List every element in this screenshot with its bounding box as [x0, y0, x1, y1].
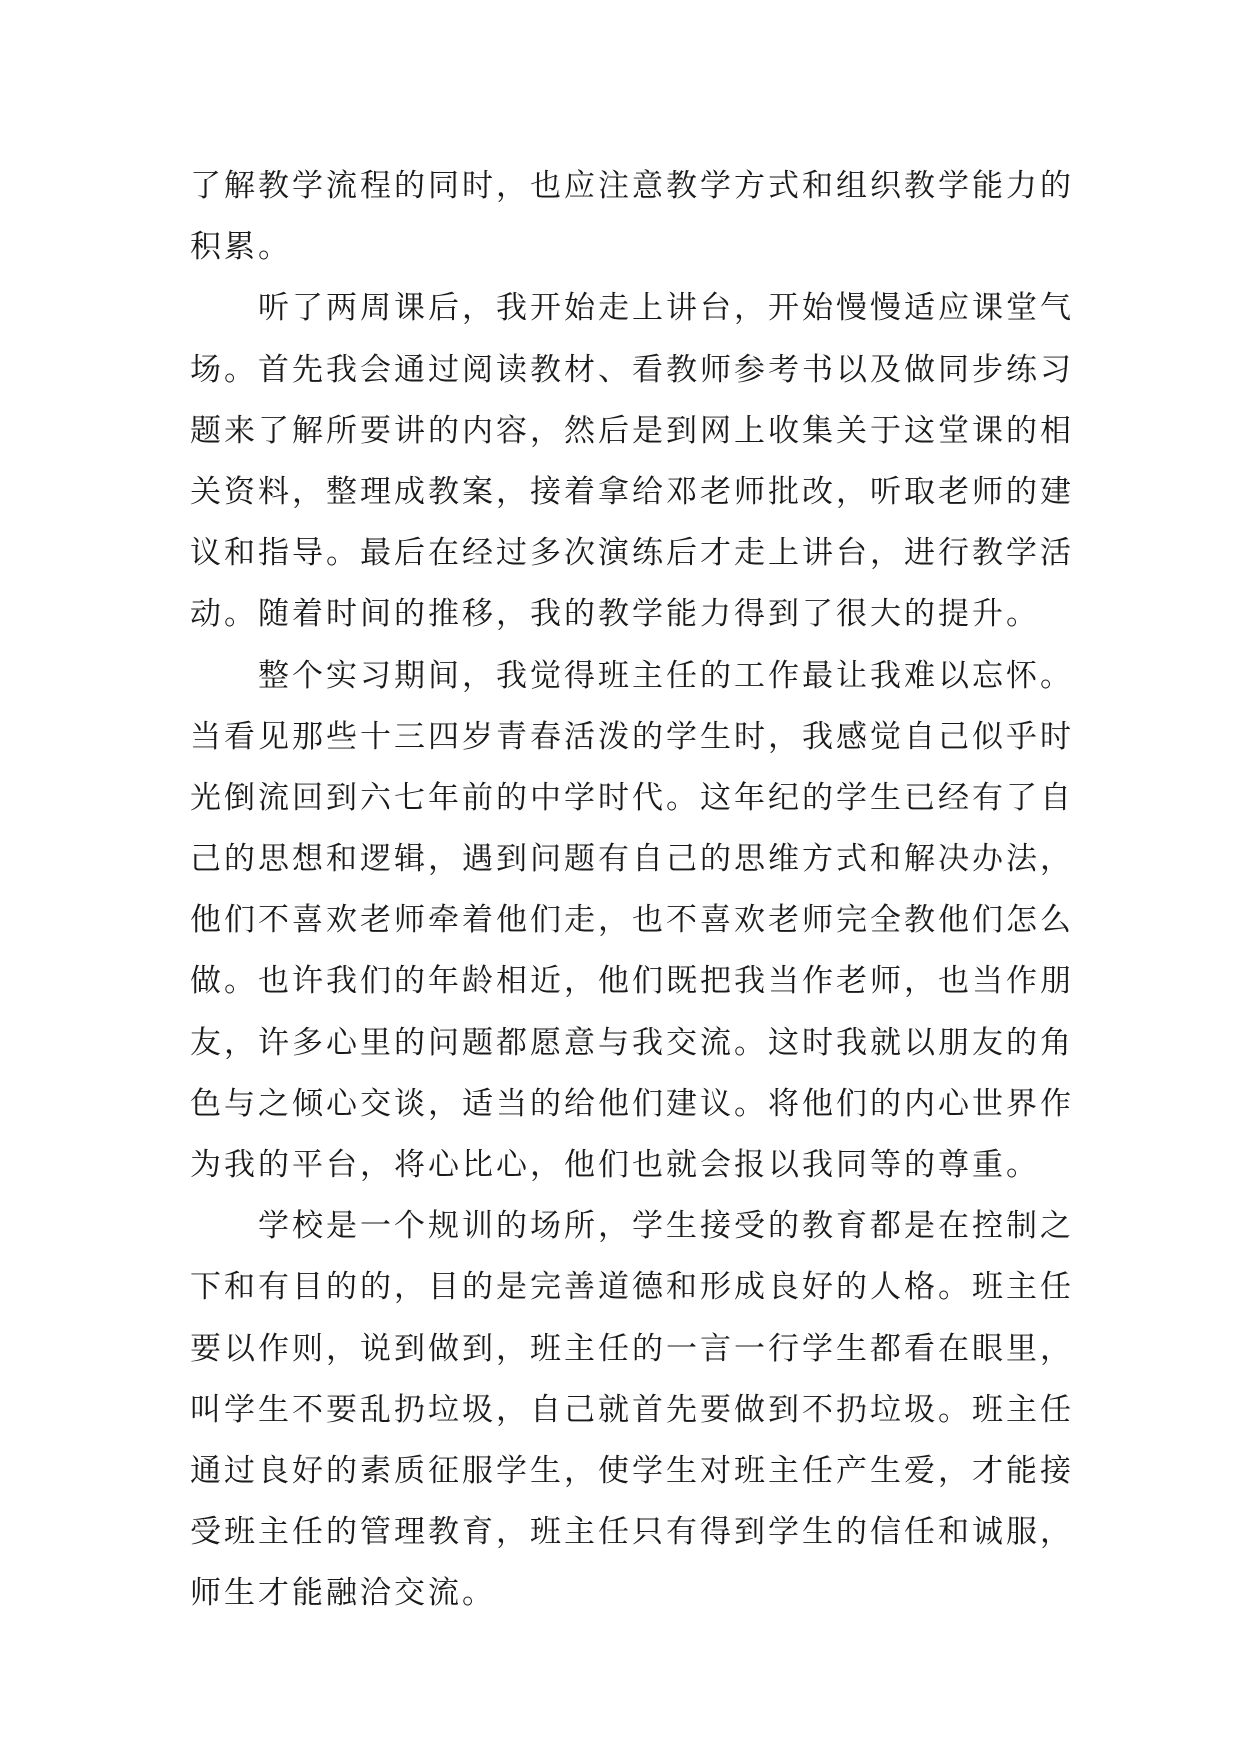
text-line: 色与之倾心交谈，适当的给他们建议。将他们的内心世界作 [190, 1085, 1074, 1122]
text-line: 了解教学流程的同时，也应注意教学方式和组织教学能力的 [190, 168, 1074, 204]
text-line: 题来了解所要讲的内容，然后是到网上收集关于这堂课的相 [190, 412, 1074, 449]
text-line: 关资料，整理成教案，接着拿给邓老师批改，听取老师的建 [190, 473, 1074, 510]
text-line: 友，许多心里的问题都愿意与我交流。这时我就以朋友的角 [190, 1024, 1074, 1061]
text-line: 动。随着时间的推移，我的教学能力得到了很大的提升。 [190, 596, 1040, 633]
paragraph-first-line: 学校是一个规训的场所，学生接受的教育都是在控制之 [258, 1208, 1074, 1245]
text-line: 做。也许我们的年龄相近，他们既把我当作老师，也当作朋 [190, 963, 1074, 1000]
text-line: 他们不喜欢老师牵着他们走，也不喜欢老师完全教他们怎么 [190, 902, 1074, 939]
text-line: 要以作则，说到做到，班主任的一言一行学生都看在眼里， [190, 1330, 1074, 1367]
text-line: 叫学生不要乱扔垃圾，自己就首先要做到不扔垃圾。班主任 [190, 1391, 1074, 1428]
text-line: 为我的平台，将心比心，他们也就会报以我同等的尊重。 [190, 1147, 1040, 1183]
text-line: 己的思想和逻辑，遇到问题有自己的思维方式和解决办法， [190, 841, 1074, 878]
text-line: 场。首先我会通过阅读教材、看教师参考书以及做同步练习 [190, 351, 1074, 388]
text-line: 通过良好的素质征服学生，使学生对班主任产生爱，才能接 [190, 1452, 1074, 1489]
text-line: 当看见那些十三四岁青春活泼的学生时，我感觉自己似乎时 [190, 718, 1074, 755]
paragraph-first-line: 整个实习期间，我觉得班主任的工作最让我难以忘怀。 [258, 657, 1074, 694]
text-line: 积累。 [190, 229, 292, 266]
paragraph-first-line: 听了两周课后，我开始走上讲台，开始慢慢适应课堂气 [258, 290, 1074, 327]
text-line: 下和有目的的，目的是完善道德和形成良好的人格。班主任 [190, 1269, 1074, 1306]
text-line: 光倒流回到六七年前的中学时代。这年纪的学生已经有了自 [190, 779, 1074, 816]
text-line: 议和指导。最后在经过多次演练后才走上讲台，进行教学活 [190, 535, 1074, 572]
text-line: 受班主任的管理教育，班主任只有得到学生的信任和诚服， [190, 1514, 1074, 1551]
body-text [190, 156, 1074, 1625]
text-line: 师生才能融洽交流。 [190, 1575, 496, 1612]
